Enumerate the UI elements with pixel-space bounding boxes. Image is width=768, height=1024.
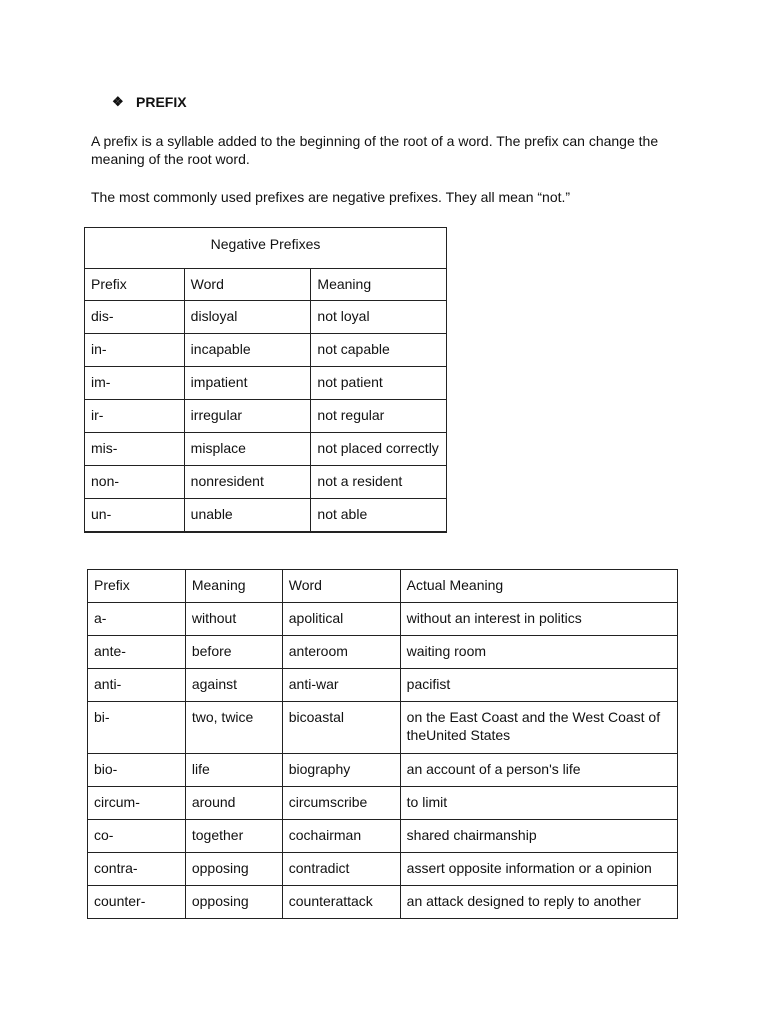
diamond-bullet-icon: ❖ (112, 94, 124, 109)
table-row (85, 499, 447, 532)
table-cell: contradict (282, 853, 400, 886)
table-row (85, 466, 447, 499)
table-cell: not loyal (311, 301, 447, 334)
table-cell: two, twice (185, 702, 282, 754)
table-row (85, 301, 447, 334)
table-row (85, 433, 447, 466)
table-row (88, 636, 678, 669)
table-cell: contra- (88, 853, 186, 886)
table-caption: Negative Prefixes (85, 228, 447, 269)
table-cell: pacifist (400, 669, 677, 702)
prefix-meanings-table (87, 569, 678, 919)
table-cell: not regular (311, 400, 447, 433)
table-cell: bi- (88, 702, 186, 754)
table-cell: disloyal (184, 301, 311, 334)
table-cell: assert opposite information or a opinion (400, 853, 677, 886)
table-cell: to limit (400, 787, 677, 820)
table-cell: irregular (184, 400, 311, 433)
table-cell: co- (88, 820, 186, 853)
table-cell: bio- (88, 754, 186, 787)
negative-prefixes-table (84, 227, 447, 533)
table-cell: bicoastal (282, 702, 400, 754)
table-cell: life (185, 754, 282, 787)
table-cell: circum- (88, 787, 186, 820)
heading-title: PREFIX (136, 94, 187, 110)
table-cell: not capable (311, 334, 447, 367)
table-cell: mis- (85, 433, 185, 466)
column-header: Meaning (185, 570, 282, 603)
table-row (88, 754, 678, 787)
column-header: Actual Meaning (400, 570, 677, 603)
table-cell: non- (85, 466, 185, 499)
table-row (85, 400, 447, 433)
table-row (88, 669, 678, 702)
table-cell: nonresident (184, 466, 311, 499)
table-cell: dis- (85, 301, 185, 334)
table-cell: unable (184, 499, 311, 532)
table-cell: misplace (184, 433, 311, 466)
table-cell: an attack designed to reply to another (400, 886, 677, 919)
table-row (88, 702, 678, 754)
prefix-definition: A prefix is a syllable added to the beginning of the root of a word. The prefix can change the meaning of the root word. (91, 133, 659, 167)
table-cell: opposing (185, 853, 282, 886)
column-header: Meaning (311, 269, 447, 301)
table-cell: before (185, 636, 282, 669)
table-row (85, 334, 447, 367)
table-row (88, 603, 678, 636)
table-cell: a- (88, 603, 186, 636)
table-cell: anti-war (282, 669, 400, 702)
table-cell: biography (282, 754, 400, 787)
table-cell: not placed correctly (311, 433, 447, 466)
table-cell: not able (311, 499, 447, 532)
table-cell: together (185, 820, 282, 853)
table-header-row (85, 269, 447, 301)
table-row (85, 367, 447, 400)
table-cell: not patient (311, 367, 447, 400)
table-cell: un- (85, 499, 185, 532)
table-cell: ir- (85, 400, 185, 433)
column-header: Prefix (88, 570, 186, 603)
negative-prefix-note: The most commonly used prefixes are negative prefixes. They all mean “not.” (91, 189, 571, 205)
table-cell: anti- (88, 669, 186, 702)
table-cell: opposing (185, 886, 282, 919)
table-cell: im- (85, 367, 185, 400)
table-cell: shared chairmanship (400, 820, 677, 853)
table-row (88, 853, 678, 886)
column-header: Prefix (85, 269, 185, 301)
table-cell: apolitical (282, 603, 400, 636)
table-cell: against (185, 669, 282, 702)
table-row (88, 886, 678, 919)
table-cell: in- (85, 334, 185, 367)
table-cell: anteroom (282, 636, 400, 669)
table-header-row (88, 570, 678, 603)
table-cell: around (185, 787, 282, 820)
table-row (88, 820, 678, 853)
column-header: Word (282, 570, 400, 603)
table-cell: an account of a person's life (400, 754, 677, 787)
table-cell: without (185, 603, 282, 636)
negative-table-body (85, 301, 447, 532)
section-heading (112, 94, 187, 110)
table-cell: circumscribe (282, 787, 400, 820)
table-cell: waiting room (400, 636, 677, 669)
table-row (88, 787, 678, 820)
table-cell: incapable (184, 334, 311, 367)
column-header: Word (184, 269, 311, 301)
table-cell: impatient (184, 367, 311, 400)
table-cell: on the East Coast and the West Coast of theUnited States (400, 702, 677, 754)
table-cell: counter- (88, 886, 186, 919)
table-cell: not a resident (311, 466, 447, 499)
table-cell: ante- (88, 636, 186, 669)
table-cell: counterattack (282, 886, 400, 919)
table-cell: cochairman (282, 820, 400, 853)
table-cell: without an interest in politics (400, 603, 677, 636)
